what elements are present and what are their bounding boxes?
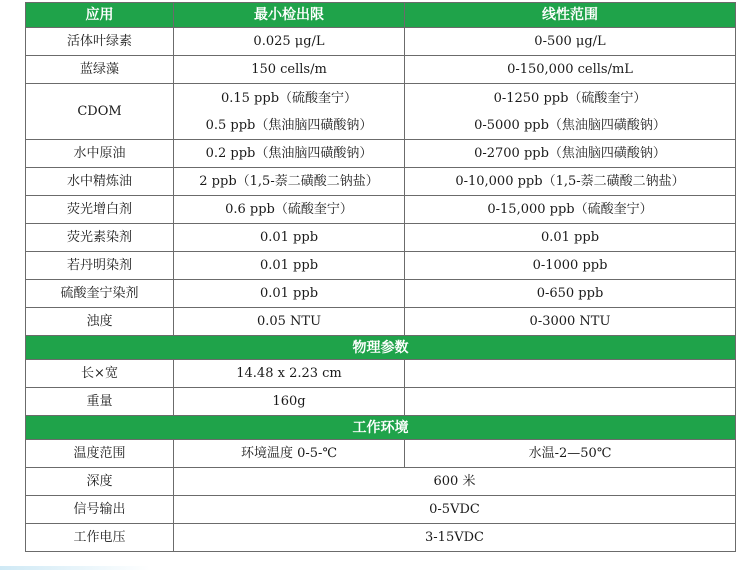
table-row	[26, 56, 736, 84]
param-label: 深度	[26, 468, 174, 496]
linear-range: 0-650 ppb	[405, 280, 736, 308]
min-detection: 2 ppb（1,5-萘二磺酸二钠盐）	[174, 168, 405, 196]
param-extra	[405, 388, 736, 416]
table-row	[26, 252, 736, 280]
param-label: 温度范围	[26, 440, 174, 468]
table-row	[26, 468, 736, 496]
param-value: 3-15VDC	[174, 524, 736, 552]
table-row	[26, 168, 736, 196]
section-title: 工作环境	[26, 416, 736, 440]
table-row	[26, 496, 736, 524]
application-name: 浊度	[26, 308, 174, 336]
application-name: CDOM	[26, 84, 174, 140]
param-label: 重量	[26, 388, 174, 416]
min-detection-line: 0.5 ppb（焦油脑四磺酸钠）	[205, 117, 373, 133]
min-detection	[174, 84, 405, 140]
linear-range: 0-1000 ppb	[405, 252, 736, 280]
min-detection-line: 0.15 ppb（硫酸奎宁）	[220, 90, 358, 106]
param-value: 14.48 x 2.23 cm	[174, 360, 405, 388]
section-title: 物理参数	[26, 336, 736, 360]
application-name: 蓝绿藻	[26, 56, 174, 84]
linear-range: 0-10,000 ppb（1,5-萘二磺酸二钠盐）	[405, 168, 736, 196]
header-linear-range: 线性范围	[405, 3, 736, 28]
table-row	[26, 280, 736, 308]
table-row	[26, 196, 736, 224]
spec-table	[25, 2, 736, 552]
linear-range: 0-500 μg/L	[405, 28, 736, 56]
table-row	[26, 140, 736, 168]
linear-range: 0-2700 ppb（焦油脑四磺酸钠）	[405, 140, 736, 168]
table-header-row	[26, 3, 736, 28]
table-row	[26, 360, 736, 388]
param-label: 信号输出	[26, 496, 174, 524]
header-min-detection: 最小检出限	[174, 3, 405, 28]
section-header-physical	[26, 336, 736, 360]
application-name: 荧光增白剂	[26, 196, 174, 224]
min-detection: 0.2 ppb（焦油脑四磺酸钠）	[174, 140, 405, 168]
param-label: 长×宽	[26, 360, 174, 388]
table-row	[26, 388, 736, 416]
min-detection: 0.05 NTU	[174, 308, 405, 336]
table-row	[26, 28, 736, 56]
application-name: 荧光素染剂	[26, 224, 174, 252]
linear-range: 0-3000 NTU	[405, 308, 736, 336]
min-detection: 0.025 μg/L	[174, 28, 405, 56]
application-name: 水中原油	[26, 140, 174, 168]
linear-range: 0-15,000 ppb（硫酸奎宁）	[405, 196, 736, 224]
min-detection: 0.01 ppb	[174, 280, 405, 308]
application-name: 水中精炼油	[26, 168, 174, 196]
param-value: 160g	[174, 388, 405, 416]
min-detection: 0.6 ppb（硫酸奎宁）	[174, 196, 405, 224]
table-row	[26, 308, 736, 336]
header-application: 应用	[26, 3, 174, 28]
application-name: 硫酸奎宁染剂	[26, 280, 174, 308]
table-row	[26, 84, 736, 140]
min-detection: 0.01 ppb	[174, 252, 405, 280]
water-temperature: 水温-2—50℃	[405, 440, 736, 468]
linear-range	[405, 84, 736, 140]
spec-sheet	[25, 2, 735, 552]
section-header-environment	[26, 416, 736, 440]
param-value: 600 米	[174, 468, 736, 496]
page-edge-decoration	[0, 566, 150, 570]
ambient-temperature: 环境温度 0-5-℃	[174, 440, 405, 468]
min-detection: 150 cells/m	[174, 56, 405, 84]
application-name: 活体叶绿素	[26, 28, 174, 56]
param-value: 0-5VDC	[174, 496, 736, 524]
table-row	[26, 524, 736, 552]
min-detection: 0.01 ppb	[174, 224, 405, 252]
table-row	[26, 224, 736, 252]
table-row	[26, 440, 736, 468]
application-name: 若丹明染剂	[26, 252, 174, 280]
param-label: 工作电压	[26, 524, 174, 552]
linear-range: 0-150,000 cells/mL	[405, 56, 736, 84]
linear-range: 0.01 ppb	[405, 224, 736, 252]
param-extra	[405, 360, 736, 388]
linear-range-line: 0-1250 ppb（硫酸奎宁）	[493, 90, 647, 106]
linear-range-line: 0-5000 ppb（焦油脑四磺酸钠）	[474, 117, 666, 133]
